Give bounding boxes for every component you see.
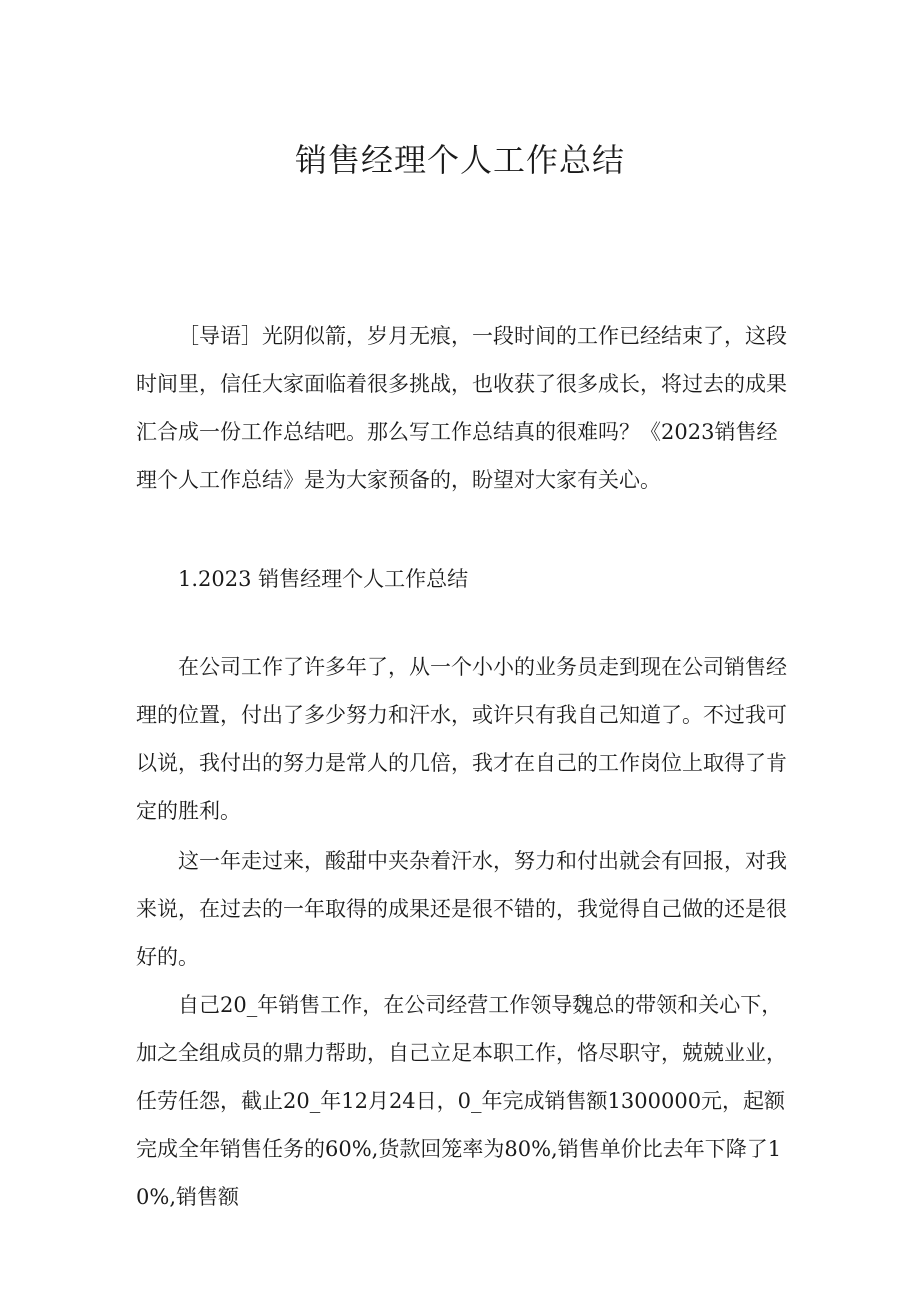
section-heading: 1.2023 销售经理个人工作总结 bbox=[178, 567, 469, 591]
body-paragraph: 在公司工作了许多年了，从一个小小的业务员走到现在公司销售经理的位置，付出了多少努力和汗水，或许只有我自己知道了。不过我可以说，我付出的努力是常人的几倍，我才在自己的工作岗位上取得了肯定的胜利。 bbox=[136, 655, 787, 823]
body-paragraph: 自己20_年销售工作，在公司经营工作领导魏总的带领和关心下，加之全组成员的鼎力帮助，自己立足本职工作，恪尽职守，兢兢业业，任劳任怨，截止20_年12月24日，0_年完成销售额1300000元，起额完成全年销售任务的60%,货款回笼率为80%,销售单价比去年下降了10%,销售额 bbox=[136, 993, 787, 1209]
document-title: 销售经理个人工作总结 bbox=[294, 141, 625, 179]
intro-paragraph: ［导语］光阴似箭，岁月无痕，一段时间的工作已经结束了，这段时间里，信任大家面临着很多挑战，也收获了很多成长，将过去的成果汇合成一份工作总结吧。那么写工作总结真的很难吗？《2023销售经理个人工作总结》是为大家预备的，盼望对大家有关心。 bbox=[136, 324, 787, 492]
body-paragraph: 这一年走过来，酸甜中夹杂着汗水，努力和付出就会有回报，对我来说，在过去的一年取得的成果还是很不错的，我觉得自己做的还是很好的。 bbox=[136, 849, 787, 969]
